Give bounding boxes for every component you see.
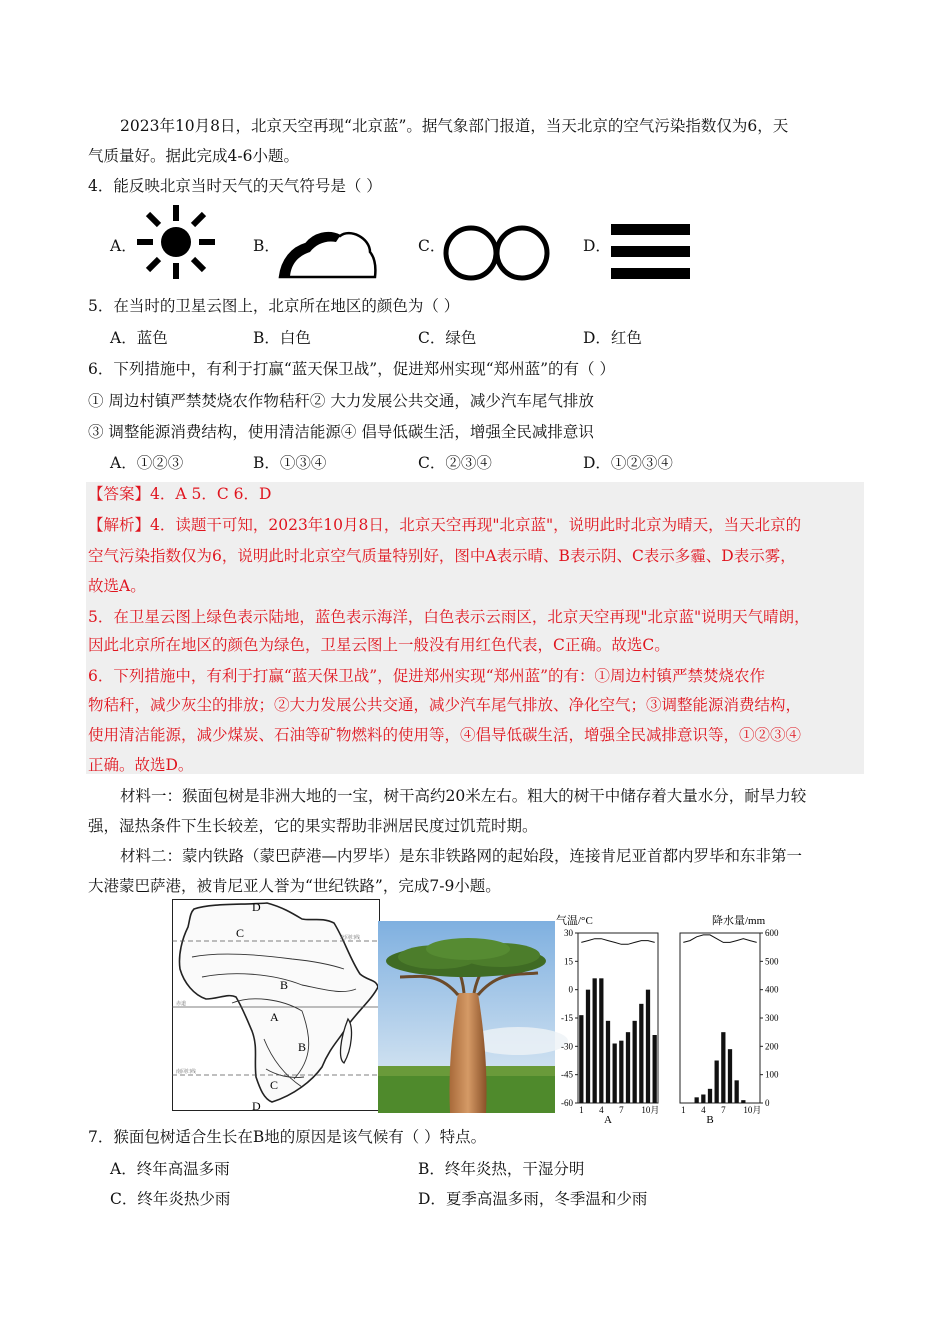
chart-b-xtick-label: 1 (681, 1105, 686, 1115)
q6-stem: 6．下列措施中，有利于打赢“蓝天保卫战”，促进郑州实现“郑州蓝”的有（ ） (88, 360, 615, 378)
chart-a-precip-bar (619, 1041, 623, 1103)
q7-option-a: A．终年高温多雨 (110, 1160, 230, 1178)
map-label-c-south: C (270, 1078, 279, 1092)
material-2-line-2: 大港蒙巴萨港，被肯尼亚人誉为“世纪铁路”，完成7-9小题。 (88, 877, 501, 895)
fog-icon (611, 222, 691, 282)
q4-option-d: D． (583, 237, 611, 255)
chart-a-ytick-label: -15 (561, 1013, 573, 1023)
chart-a-ytick-label: 0 (568, 984, 573, 995)
map-label-b-north: B (280, 978, 289, 992)
chart-b-precip-bar (735, 1080, 739, 1103)
chart-a-ytick-label: -30 (561, 1041, 573, 1052)
chart-b-ytick-label: 100 (765, 1069, 779, 1080)
map-label-b-south: B (298, 1040, 307, 1054)
chart-b-title: B (706, 1114, 714, 1126)
answer-line: 【答案】4．A 5．C 6．D (88, 485, 272, 503)
chart-b-xtick-label: 4 (701, 1105, 706, 1115)
overcast-icon (278, 230, 378, 280)
chart-b-precip-bar (695, 1097, 699, 1103)
chart-b-precip-bar (741, 1100, 745, 1103)
map-label-d-north: D (252, 900, 261, 914)
haze-icon (442, 224, 554, 282)
chart-b-ytick-label: 300 (765, 1013, 779, 1023)
chart-a-precip-bar (633, 1021, 637, 1103)
explanation-line-8: 使用清洁能源，减少煤炭、石油等矿物燃料的使用等，④倡导低碳生活，增强全民减排意识等，①②③④ (88, 726, 802, 744)
q7-option-d: D．夏季高温多雨，冬季温和少雨 (418, 1190, 648, 1208)
q5-option-b: B．白色 (253, 329, 311, 347)
q4-option-a: A． (110, 237, 137, 255)
africa-map (172, 899, 380, 1112)
chart-a-ytick-label: -45 (561, 1069, 573, 1080)
q7-option-b: B．终年炎热，干湿分明 (418, 1160, 585, 1178)
chart-b-ytick-label: 400 (765, 984, 779, 995)
chart-a-xtick-label: 4 (599, 1105, 604, 1115)
explanation-line-6: 6．下列措施中，有利于打赢“蓝天保卫战”，促进郑州实现“郑州蓝”的有：①周边村镇严禁焚烧农作 (88, 667, 766, 685)
chart-b-ylabel: 降水量/mm (712, 915, 766, 927)
climate-charts (552, 910, 782, 1126)
q6-item-2: ③ 调整能源消费结构，使用清洁能源④ 倡导低碳生活，增强全民减排意识 (88, 423, 594, 441)
explanation-line-4: 5．在卫星云图上绿色表示陆地，蓝色表示海洋，白色表示云雨区，北京天空再现"北京蓝"说明天气晴朗， (88, 608, 810, 626)
chart-a-xtick-label: 7 (619, 1105, 624, 1115)
q7-option-c: C．终年炎热少雨 (110, 1190, 231, 1208)
q4-option-b: B． (253, 237, 280, 255)
chart-a-precip-bar (606, 1021, 610, 1103)
map-label-equator: 赤道 (176, 1002, 187, 1007)
map-label-tropic-capricorn: 南回归线 (176, 1070, 197, 1075)
chart-b-ytick-label: 500 (765, 956, 779, 967)
q7-stem: 7．猴面包树适合生长在B地的原因是该气候有（ ）特点。 (88, 1128, 487, 1146)
chart-b-ytick-label: 0 (765, 1098, 770, 1108)
map-label-a: A (270, 1010, 279, 1024)
q6-option-d: D．①②③④ (583, 454, 673, 472)
chart-a-precip-bar (646, 990, 650, 1103)
chart-b-precip-bar (715, 1061, 719, 1104)
chart-a-precip-bar (586, 990, 590, 1103)
chart-a-title: A (604, 1114, 612, 1126)
q5-option-c: C．绿色 (418, 329, 477, 347)
chart-b-frame (680, 933, 760, 1103)
chart-a-precip-bar (613, 1044, 617, 1104)
q5-option-d: D．红色 (583, 329, 642, 347)
sun-icon (135, 203, 217, 281)
material-1-line-2: 强，湿热条件下生长较差，它的果实帮助非洲居民度过饥荒时期。 (88, 817, 538, 835)
material-2-line-1: 材料二：蒙内铁路（蒙巴萨港—内罗毕）是东非铁路网的起始段，连接肯尼亚首都内罗毕和东非第一 (120, 847, 803, 865)
chart-b-precip-bar (721, 1032, 725, 1103)
chart-b-temp-line (683, 935, 756, 943)
explanation-line-2: 空气污染指数仅为6，说明此时北京空气质量特别好，图中A表示晴、B表示阴、C表示多霾、D表示雾， (88, 547, 796, 565)
chart-a-precip-bar (626, 1032, 630, 1103)
chart-b-xtick-label: 10月 (743, 1105, 762, 1115)
q6-option-c: C．②③④ (418, 454, 492, 472)
q6-option-a: A．①②③ (110, 454, 184, 472)
chart-a-precip-bar (653, 1035, 657, 1103)
intro-line-2: 气质量好。据此完成4-6小题。 (88, 147, 299, 165)
chart-a-precip-bar (639, 1004, 643, 1103)
chart-b-xtick-label: 7 (721, 1105, 726, 1115)
chart-a-precip-bar (593, 978, 597, 1103)
chart-b-ytick-label: 200 (765, 1041, 779, 1052)
chart-b-precip-bar (701, 1095, 705, 1104)
q5-stem: 5．在当时的卫星云图上，北京所在地区的颜色为（ ） (88, 297, 460, 315)
material-1-line-1: 材料一：猴面包树是非洲大地的一宝，树干高约20米左右。粗大的树干中储存着大量水分，耐旱力较 (120, 787, 807, 805)
explanation-line-5: 因此北京所在地区的颜色为绿色，卫星云图上一般没有用红色代表，C正确。故选C。 (88, 636, 670, 654)
chart-b-ytick-label: 600 (765, 928, 779, 938)
baobab-photo (378, 921, 555, 1113)
chart-a-xtick-label: 1 (579, 1105, 584, 1115)
explanation-line-3: 故选A。 (88, 577, 146, 595)
explanation-line-1: 【解析】4．读题干可知，2023年10月8日，北京天空再现"北京蓝"，说明此时北京为晴天，当天北京的 (88, 516, 802, 534)
chart-a-xtick-label: 10月 (641, 1105, 660, 1115)
q4-stem: 4．能反映北京当时天气的天气符号是（ ） (88, 177, 382, 195)
chart-a-ytick-label: 30 (564, 928, 573, 938)
chart-a-temp-line (581, 939, 654, 945)
q6-item-1: ① 周边村镇严禁焚烧农作物秸秆② 大力发展公共交通，减少汽车尾气排放 (88, 392, 594, 410)
explanation-line-7: 物秸秆，减少灰尘的排放；②大力发展公共交通，减少汽车尾气排放、净化空气；③调整能源消费结构， (88, 696, 802, 714)
q4-option-c: C． (418, 237, 446, 255)
intro-line-1: 2023年10月8日，北京天空再现“北京蓝”。据气象部门报道，当天北京的空气污染指数仅为6，天 (120, 117, 789, 135)
chart-a-ytick-label: -60 (561, 1098, 573, 1108)
chart-a-precip-bar (579, 1015, 583, 1103)
chart-a-ylabel: 气温/°C (556, 915, 593, 927)
map-label-c-north: C (236, 926, 245, 940)
chart-a-ytick-label: 15 (564, 956, 573, 967)
chart-a-precip-bar (599, 978, 603, 1103)
map-label-tropic-cancer: 北回归线 (340, 936, 361, 941)
map-label-d-south: D (252, 1099, 261, 1113)
chart-b-precip-bar (728, 1049, 732, 1103)
q5-option-a: A．蓝色 (110, 329, 168, 347)
chart-b-precip-bar (708, 1089, 712, 1103)
q6-option-b: B．①③④ (253, 454, 327, 472)
explanation-line-9: 正确。故选D。 (88, 756, 194, 774)
